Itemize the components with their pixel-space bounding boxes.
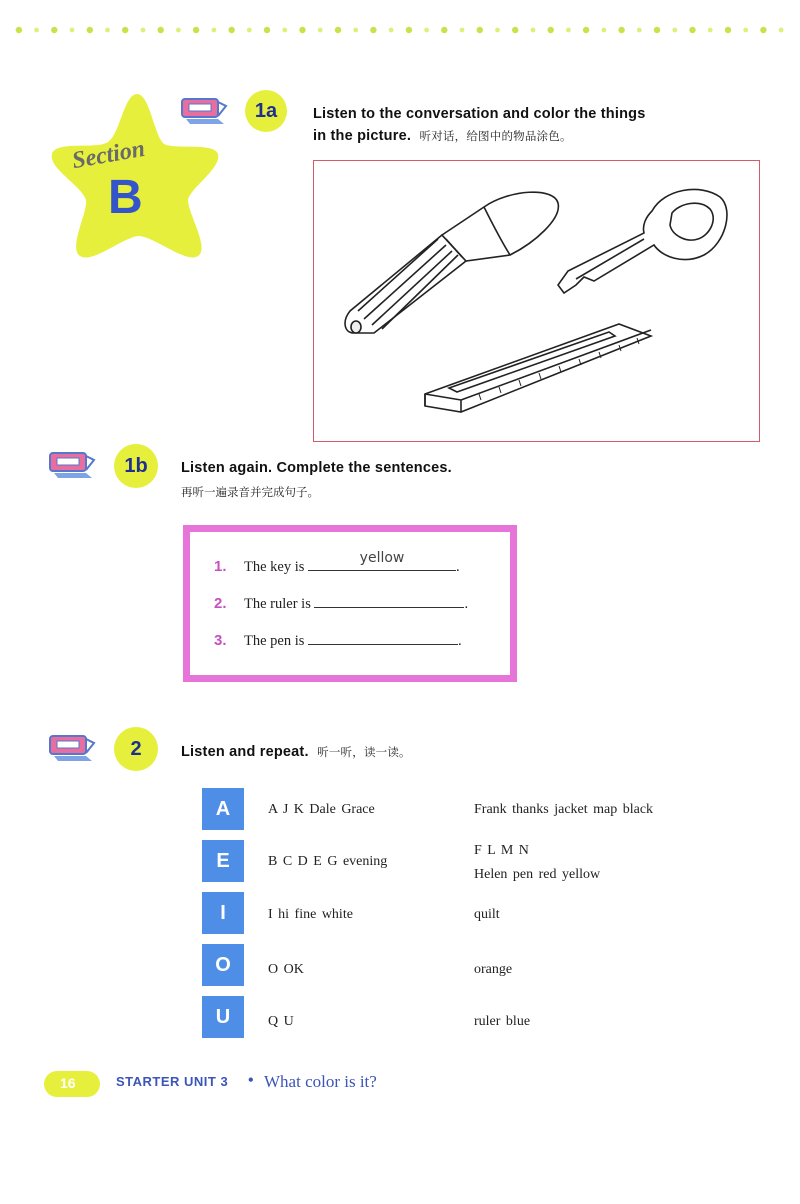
instruction-1a-line2: in the picture. 听对话，给图中的物品涂色。 [313, 128, 572, 144]
header-dot [743, 28, 748, 33]
instruction-1b-cn: 再听一遍录音并完成句子。 [181, 485, 319, 499]
header-dot [583, 27, 589, 33]
picture-box [313, 160, 760, 442]
cassette-icon[interactable] [180, 96, 228, 126]
instruction-2: Listen and repeat. 听一听，读一读。 [181, 744, 411, 760]
header-dot [176, 28, 181, 33]
header-dot [531, 28, 536, 33]
header-dot [460, 28, 465, 33]
header-dot [158, 27, 164, 33]
exercise-number-1a: 1a [245, 90, 287, 132]
header-dot [779, 28, 784, 33]
header-dot [672, 28, 677, 33]
header-dot [441, 27, 447, 33]
header-dot [228, 27, 234, 33]
header-dot [725, 27, 731, 33]
words-a: Frank thanks jacket map black [474, 802, 654, 817]
header-dot [51, 27, 57, 33]
header-dot [760, 27, 766, 33]
header-dot [335, 27, 341, 33]
header-dot [602, 28, 607, 33]
header-dot [122, 27, 128, 33]
letters-i: I hi fine white [268, 907, 353, 922]
header-dot [87, 27, 93, 33]
exercise-number-2: 2 [114, 727, 158, 771]
section-word: Section [70, 135, 147, 175]
unit-label: STARTER UNIT 3 [116, 1074, 229, 1089]
page-number: 16 [60, 1075, 76, 1091]
header-dot [477, 27, 483, 33]
cassette-icon[interactable] [48, 450, 96, 480]
words-e-line2: Helen pen red yellow [474, 867, 601, 882]
header-dot [212, 28, 217, 33]
vowel-o: O [202, 944, 244, 986]
cassette-icon[interactable] [48, 733, 96, 763]
header-dot [389, 28, 394, 33]
header-dot [512, 27, 518, 33]
letters-o: O OK [268, 962, 304, 977]
instruction-1a-line1: Listen to the conversation and color the things [313, 106, 646, 122]
section-letter: B [108, 171, 143, 224]
unit-title: What color is it? [264, 1072, 377, 1091]
header-dot [424, 28, 429, 33]
words-u: ruler blue [474, 1014, 531, 1029]
sentence-2: 2. The ruler is . [214, 595, 469, 612]
words-o: orange [474, 962, 513, 977]
header-dot [193, 27, 199, 33]
letters-a: A J K Dale Grace [268, 802, 375, 817]
instruction-1b: Listen again. Complete the sentences. [181, 460, 452, 476]
header-dot [495, 28, 500, 33]
header-dot [247, 28, 252, 33]
vowel-a: A [202, 788, 244, 830]
header-dot [105, 28, 110, 33]
vowel-u: U [202, 996, 244, 1038]
header-dot [34, 28, 39, 33]
header-dot [548, 27, 554, 33]
words-i: quilt [474, 907, 500, 922]
header-dot [708, 28, 713, 33]
header-dot [370, 27, 376, 33]
sentence-box [183, 525, 517, 682]
vowel-e: E [202, 840, 244, 882]
header-dot [566, 28, 571, 33]
instruction-2-cn: 听一听，读一读。 [317, 745, 411, 759]
instruction-1a-cn: 听对话，给图中的物品涂色。 [419, 129, 572, 143]
letters-u: Q U [268, 1014, 294, 1029]
header-dot [637, 28, 642, 33]
header-dot [16, 27, 22, 33]
exercise-number-1b: 1b [114, 444, 158, 488]
header-dot [618, 27, 624, 33]
header-dot [353, 28, 358, 33]
header-dot [282, 28, 287, 33]
answer-1: yellow [359, 550, 405, 566]
header-dot [689, 27, 695, 33]
header-dot [406, 27, 412, 33]
unit-separator: • [248, 1072, 254, 1089]
header-dot [654, 27, 660, 33]
header-dot [264, 27, 270, 33]
header-dot [70, 28, 75, 33]
sentence-3: 3. The pen is . [214, 632, 462, 649]
letters-e: B C D E G evening [268, 854, 388, 869]
vowel-i: I [202, 892, 244, 934]
answer-blank-3[interactable] [308, 630, 458, 645]
header-dot [141, 28, 146, 33]
header-dotted-strip [10, 22, 790, 38]
words-e-line1: F L M N [474, 843, 529, 858]
header-dot [318, 28, 323, 33]
header-dot [299, 27, 305, 33]
ruler-icon [419, 316, 659, 416]
key-icon [554, 181, 734, 303]
sentence-1: 1. The key is yellow . [214, 550, 460, 575]
answer-blank-2[interactable] [314, 593, 464, 608]
